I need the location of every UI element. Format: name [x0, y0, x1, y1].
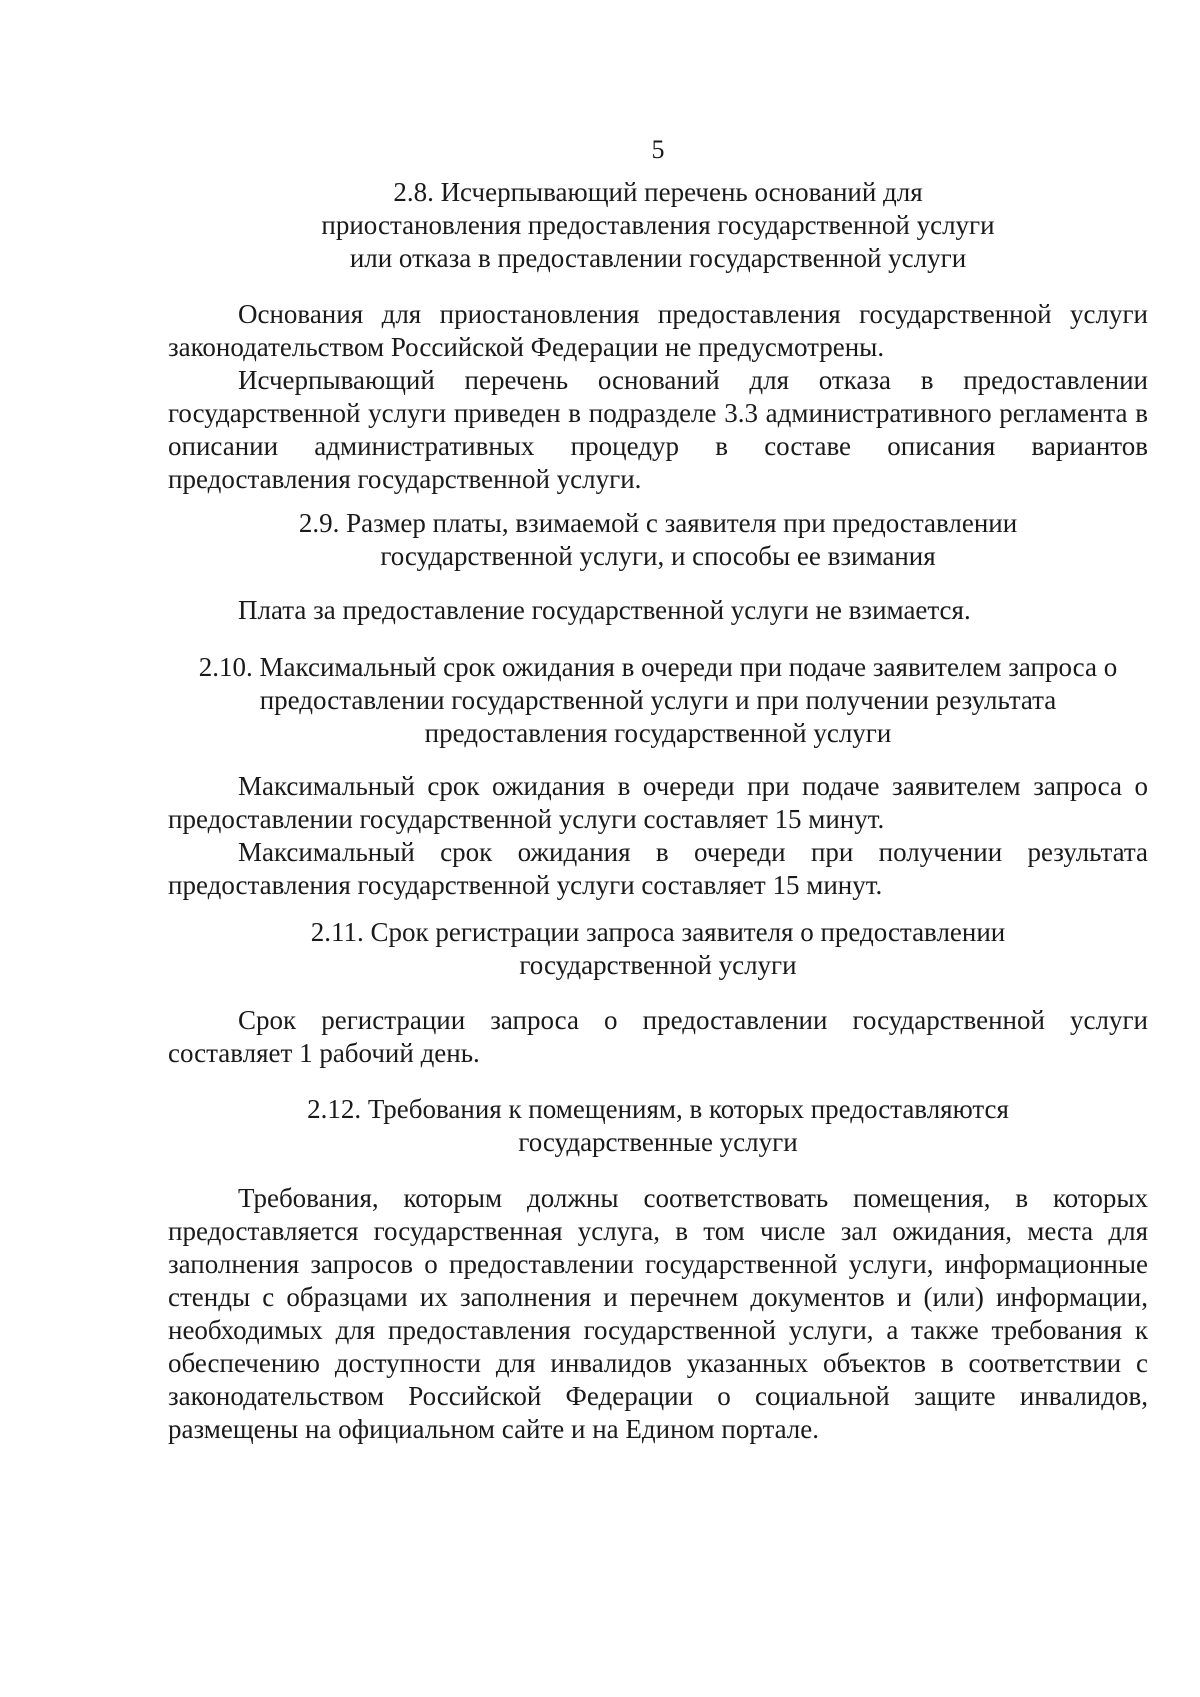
- heading-line: предоставлении государственной услуги и при получении результата: [259, 685, 1057, 715]
- paragraph: Максимальный срок ожидания в очереди при подаче заявителем запроса о предоставлении государственной услуги составляет 15 минут.: [168, 771, 1148, 834]
- section-2-8: [168, 176, 1148, 275]
- heading-line: 2.9. Размер платы, взимаемой с заявителя при предоставлении: [298, 508, 1018, 538]
- heading-line: 2.11. Срок регистрации запроса заявителя о предоставлении: [310, 917, 1006, 947]
- section-heading: [168, 1093, 1148, 1159]
- paragraph: Исчерпывающий перечень оснований для отказа в предоставлении государственной услуги приведен в подразделе 3.3 административного регламента в описании административных процедур в составе описания вариантов предоставления государственной услуги.: [168, 365, 1148, 494]
- heading-line: государственной услуги: [519, 950, 797, 980]
- paragraph: Основания для приостановления предоставления государственной услуги законодательством Российской Федерации не предусмотрены.: [168, 299, 1148, 362]
- heading-line: 2.12. Требования к помещениям, в которых предоставляются: [307, 1094, 1009, 1124]
- page-number: 5: [651, 135, 665, 164]
- paragraph: Максимальный срок ожидания в очереди при получении результата предоставления государственной услуги составляет 15 минут.: [168, 837, 1148, 900]
- heading-line: государственные услуги: [518, 1127, 798, 1157]
- heading-line: предоставления государственной услуги: [424, 718, 892, 748]
- heading-line: 2.8. Исчерпывающий перечень оснований для: [393, 177, 923, 207]
- paragraph: Требования, которым должны соответствовать помещения, в которых предоставляется государственная услуга, в том числе зал ожидания, места для заполнения запросов о предоставлении государственной услуги, информационные стенды с образцами их заполнения и перечнем документов и (или) информации, необходимых для предоставления государственной услуги, а также требования к обеспечению доступности для инвалидов указанных объектов в соответствии с законодательством Российской Федерации о социальной защите инвалидов, размещены на официальном сайте и на Едином портале.: [168, 1183, 1148, 1444]
- section-2-11-body: [168, 1004, 1148, 1070]
- section-2-10: [168, 651, 1148, 750]
- section-2-9-body: [168, 594, 1148, 627]
- heading-line: приостановления предоставления государственной услуги: [321, 210, 995, 240]
- paragraph: Срок регистрации запроса о предоставлении государственной услуги составляет 1 рабочий день.: [168, 1005, 1148, 1068]
- section-2-12-body: [168, 1182, 1148, 1446]
- heading-line: государственной услуги, и способы ее взимания: [380, 541, 936, 571]
- paragraph: Плата за предоставление государственной услуги не взимается.: [238, 595, 971, 625]
- section-2-8-body: [168, 298, 1148, 496]
- heading-line: 2.10. Максимальный срок ожидания в очереди при подаче заявителем запроса о: [198, 652, 1118, 682]
- section-heading: [168, 507, 1148, 573]
- section-heading: [168, 176, 1148, 275]
- section-2-11: [168, 916, 1148, 982]
- section-2-12: [168, 1093, 1148, 1159]
- section-2-10-body: [168, 770, 1148, 902]
- section-heading: [168, 651, 1148, 750]
- heading-line: или отказа в предоставлении государственной услуги: [349, 243, 967, 273]
- section-2-9: [168, 507, 1148, 573]
- section-heading: [168, 916, 1148, 982]
